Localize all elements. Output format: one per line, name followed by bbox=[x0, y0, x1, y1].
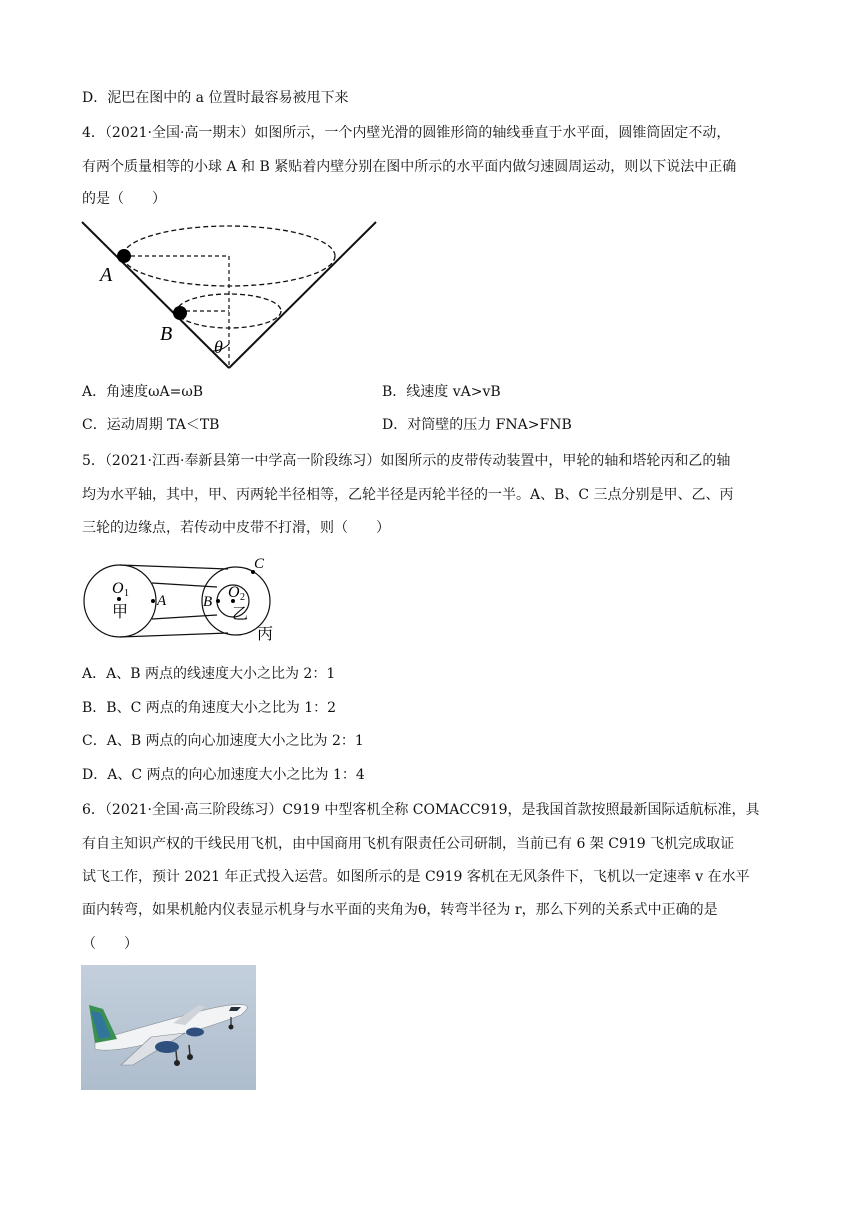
question-5-option-a: A．A、B 两点的线速度大小之比为 2：1 bbox=[82, 666, 336, 682]
question-6-stem-line-4: 面内转弯，如果机舱内仪表显示机身与水平面的夹角为θ，转弯半径为 r，那么下列的关系式中正确的是 bbox=[82, 902, 718, 918]
question-4-stem-line-3: 的是（ ） bbox=[82, 191, 166, 207]
cone-left-wall bbox=[82, 222, 229, 368]
label-c: C bbox=[254, 556, 265, 572]
airplane-photo bbox=[81, 965, 256, 1090]
question-4-option-d: D．对筒壁的压力 FNA>FNB bbox=[382, 417, 572, 433]
label-theta: θ bbox=[214, 337, 223, 357]
cone-diagram bbox=[82, 218, 382, 378]
question-4-option-c: C．运动周期 TA＜TB bbox=[82, 417, 220, 433]
point-b bbox=[216, 599, 220, 603]
question-5-stem-line-1: 5．（2021·江西·奉新县第一中学高一阶段练习）如图所示的皮带传动装置中，甲轮的轴和塔轮丙和乙的轴 bbox=[82, 453, 731, 469]
question-5-stem-line-3: 三轮的边缘点，若传动中皮带不打滑，则（ ） bbox=[82, 520, 390, 536]
wheel-bing bbox=[202, 567, 270, 635]
label-b: B bbox=[203, 594, 213, 610]
airplane-gear-1 bbox=[176, 1051, 177, 1061]
question-6-stem-line-1: 6．（2021·全国·高三阶段练习）C919 中型客机全称 COMACC919，是我国首款按照最新国际适航标准，具 bbox=[82, 802, 760, 818]
label-o2: O bbox=[228, 584, 240, 601]
question-3-option-d: D．泥巴在图中的 a 位置时最容易被甩下来 bbox=[82, 90, 349, 106]
airplane-wheel-1 bbox=[174, 1060, 180, 1066]
label-b: B bbox=[160, 323, 173, 345]
label-o2-sub: 2 bbox=[240, 592, 245, 603]
label-yi: 乙 bbox=[232, 606, 249, 623]
question-4-option-a: A．角速度ωA=ωB bbox=[82, 384, 204, 400]
label-jia: 甲 bbox=[112, 604, 129, 621]
airplane-gear-2 bbox=[189, 1045, 190, 1055]
label-a: A bbox=[100, 264, 113, 286]
question-5-option-d: D．A、C 两点的向心加速度大小之比为 1：4 bbox=[82, 767, 365, 783]
question-6-stem-line-5: （ ） bbox=[82, 936, 138, 952]
axle-o1 bbox=[117, 597, 121, 601]
question-4-option-b: B．线速度 vA>vB bbox=[382, 384, 501, 400]
ball-b bbox=[173, 306, 187, 320]
question-5-option-c: C．A、B 两点的向心加速度大小之比为 2：1 bbox=[82, 733, 364, 749]
question-4-stem-line-2: 有两个质量相等的小球 A 和 B 紧贴着内壁分别在图中所示的水平面内做匀速圆周运动，则以下说法中正确 bbox=[82, 159, 737, 175]
question-5-option-b: B．B、C 两点的角速度大小之比为 1：2 bbox=[82, 700, 337, 716]
airplane-wheel-3 bbox=[229, 1025, 234, 1030]
label-o1-sub: 1 bbox=[124, 588, 129, 599]
airplane-wheel-2 bbox=[187, 1054, 193, 1060]
wheel-jia bbox=[84, 565, 156, 637]
label-a: A bbox=[157, 593, 167, 609]
point-a bbox=[151, 599, 155, 603]
question-6-stem-line-3: 试飞工作，预计 2021 年正式投入运营。如图所示的是 C919 客机在无风条件下，飞机以一定速率 v 在水平 bbox=[82, 869, 750, 885]
belt-drive-diagram bbox=[82, 555, 282, 647]
label-o1: O bbox=[112, 580, 124, 597]
question-6-stem-line-2: 有自主知识产权的干线民用飞机，由中国商用飞机有限责任公司研制，当前已有 6 架 C919 飞机完成取证 bbox=[82, 836, 735, 852]
label-bing: 丙 bbox=[257, 626, 274, 643]
question-5-stem-line-2: 均为水平轴，其中，甲、丙两轮半径相等，乙轮半径是丙轮半径的一半。A、B、C 三点分别是甲、乙、丙 bbox=[82, 487, 734, 503]
airplane-engine-2 bbox=[186, 1028, 204, 1037]
question-4-stem-line-1: 4．（2021·全国·高一期末）如图所示，一个内壁光滑的圆锥形筒的轴线垂直于水平面，圆锥筒固定不动， bbox=[82, 125, 731, 141]
ball-a bbox=[117, 249, 131, 263]
